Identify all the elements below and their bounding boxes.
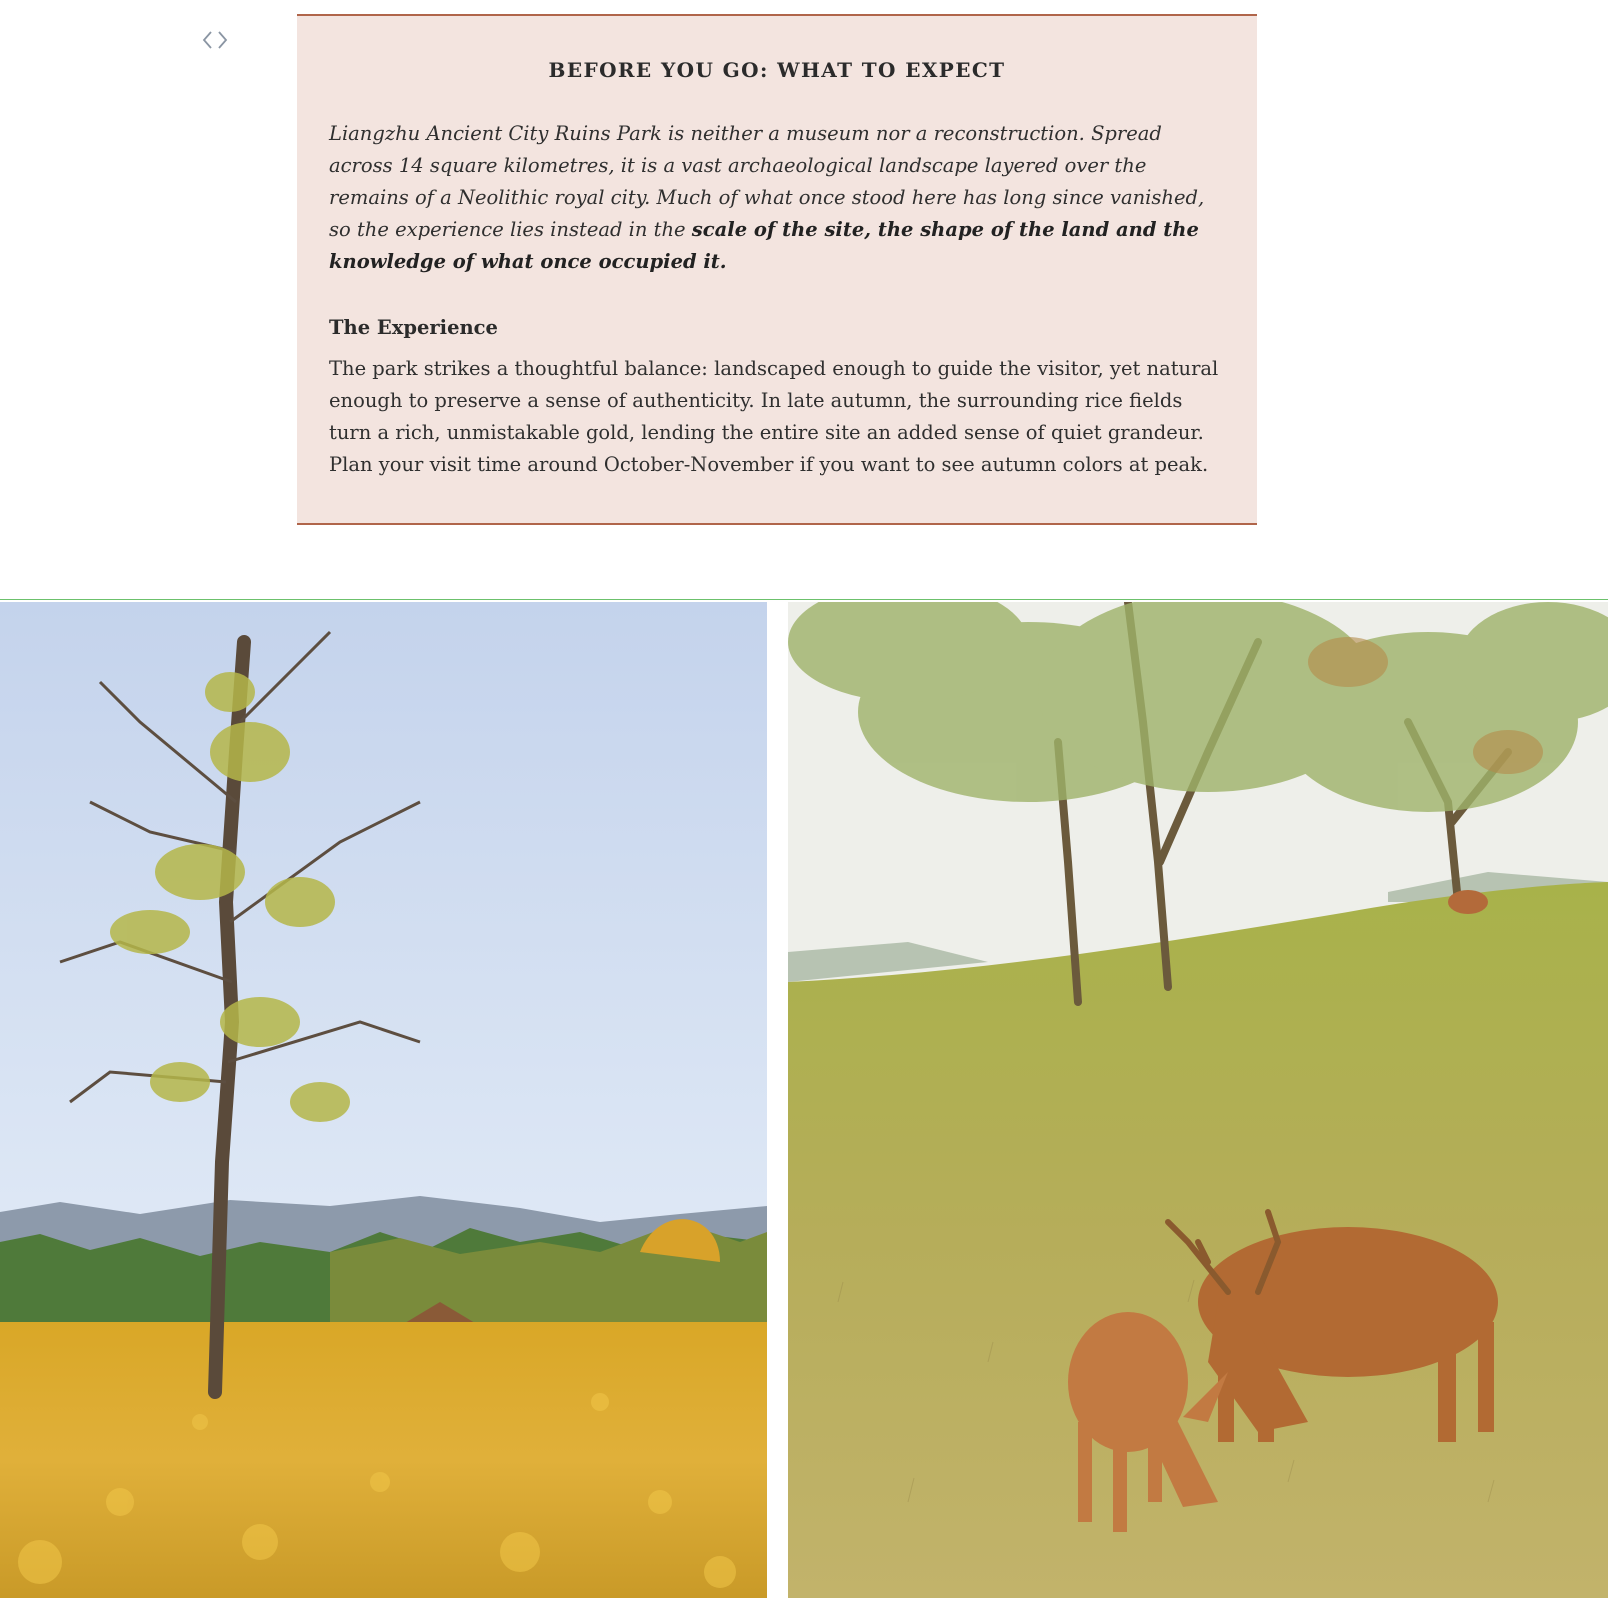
section-divider: [0, 599, 1608, 600]
code-toggle-button[interactable]: [198, 26, 232, 54]
experience-heading: The Experience: [329, 316, 498, 339]
before-you-go-callout: [297, 14, 1257, 525]
grazing-deer-on-hill-photo: [788, 602, 1608, 1598]
intro-emphasis: scale of the site, the shape of the land and the knowledge of what once occupied it.: [329, 218, 1199, 273]
intro-text: Liangzhu Ancient City Ruins Park is neither a museum nor a reconstruction. Spread across 14 square kilometres, it is a vast archaeological landscape layered over the remains of a Neolithic royal city. Much of what once stood here has long since vanished, so the experience lies instead in the: [329, 122, 1205, 241]
callout-heading: BEFORE YOU GO: WHAT TO EXPECT: [548, 58, 1006, 82]
experience-paragraph: The park strikes a thoughtful balance: landscaped enough to guide the visitor, yet natural enough to preserve a sense of authenticity. In late autumn, the surrounding rice fields turn a rich, unmistakable gold, lending the entire site an added sense of quiet grandeur. Plan your visit time around October-November if you want to see autumn colors at peak.: [329, 357, 1219, 476]
golden-field-with-tree-photo: [0, 602, 767, 1598]
callout-intro: [329, 118, 1225, 278]
code-brackets-icon: [200, 29, 230, 51]
